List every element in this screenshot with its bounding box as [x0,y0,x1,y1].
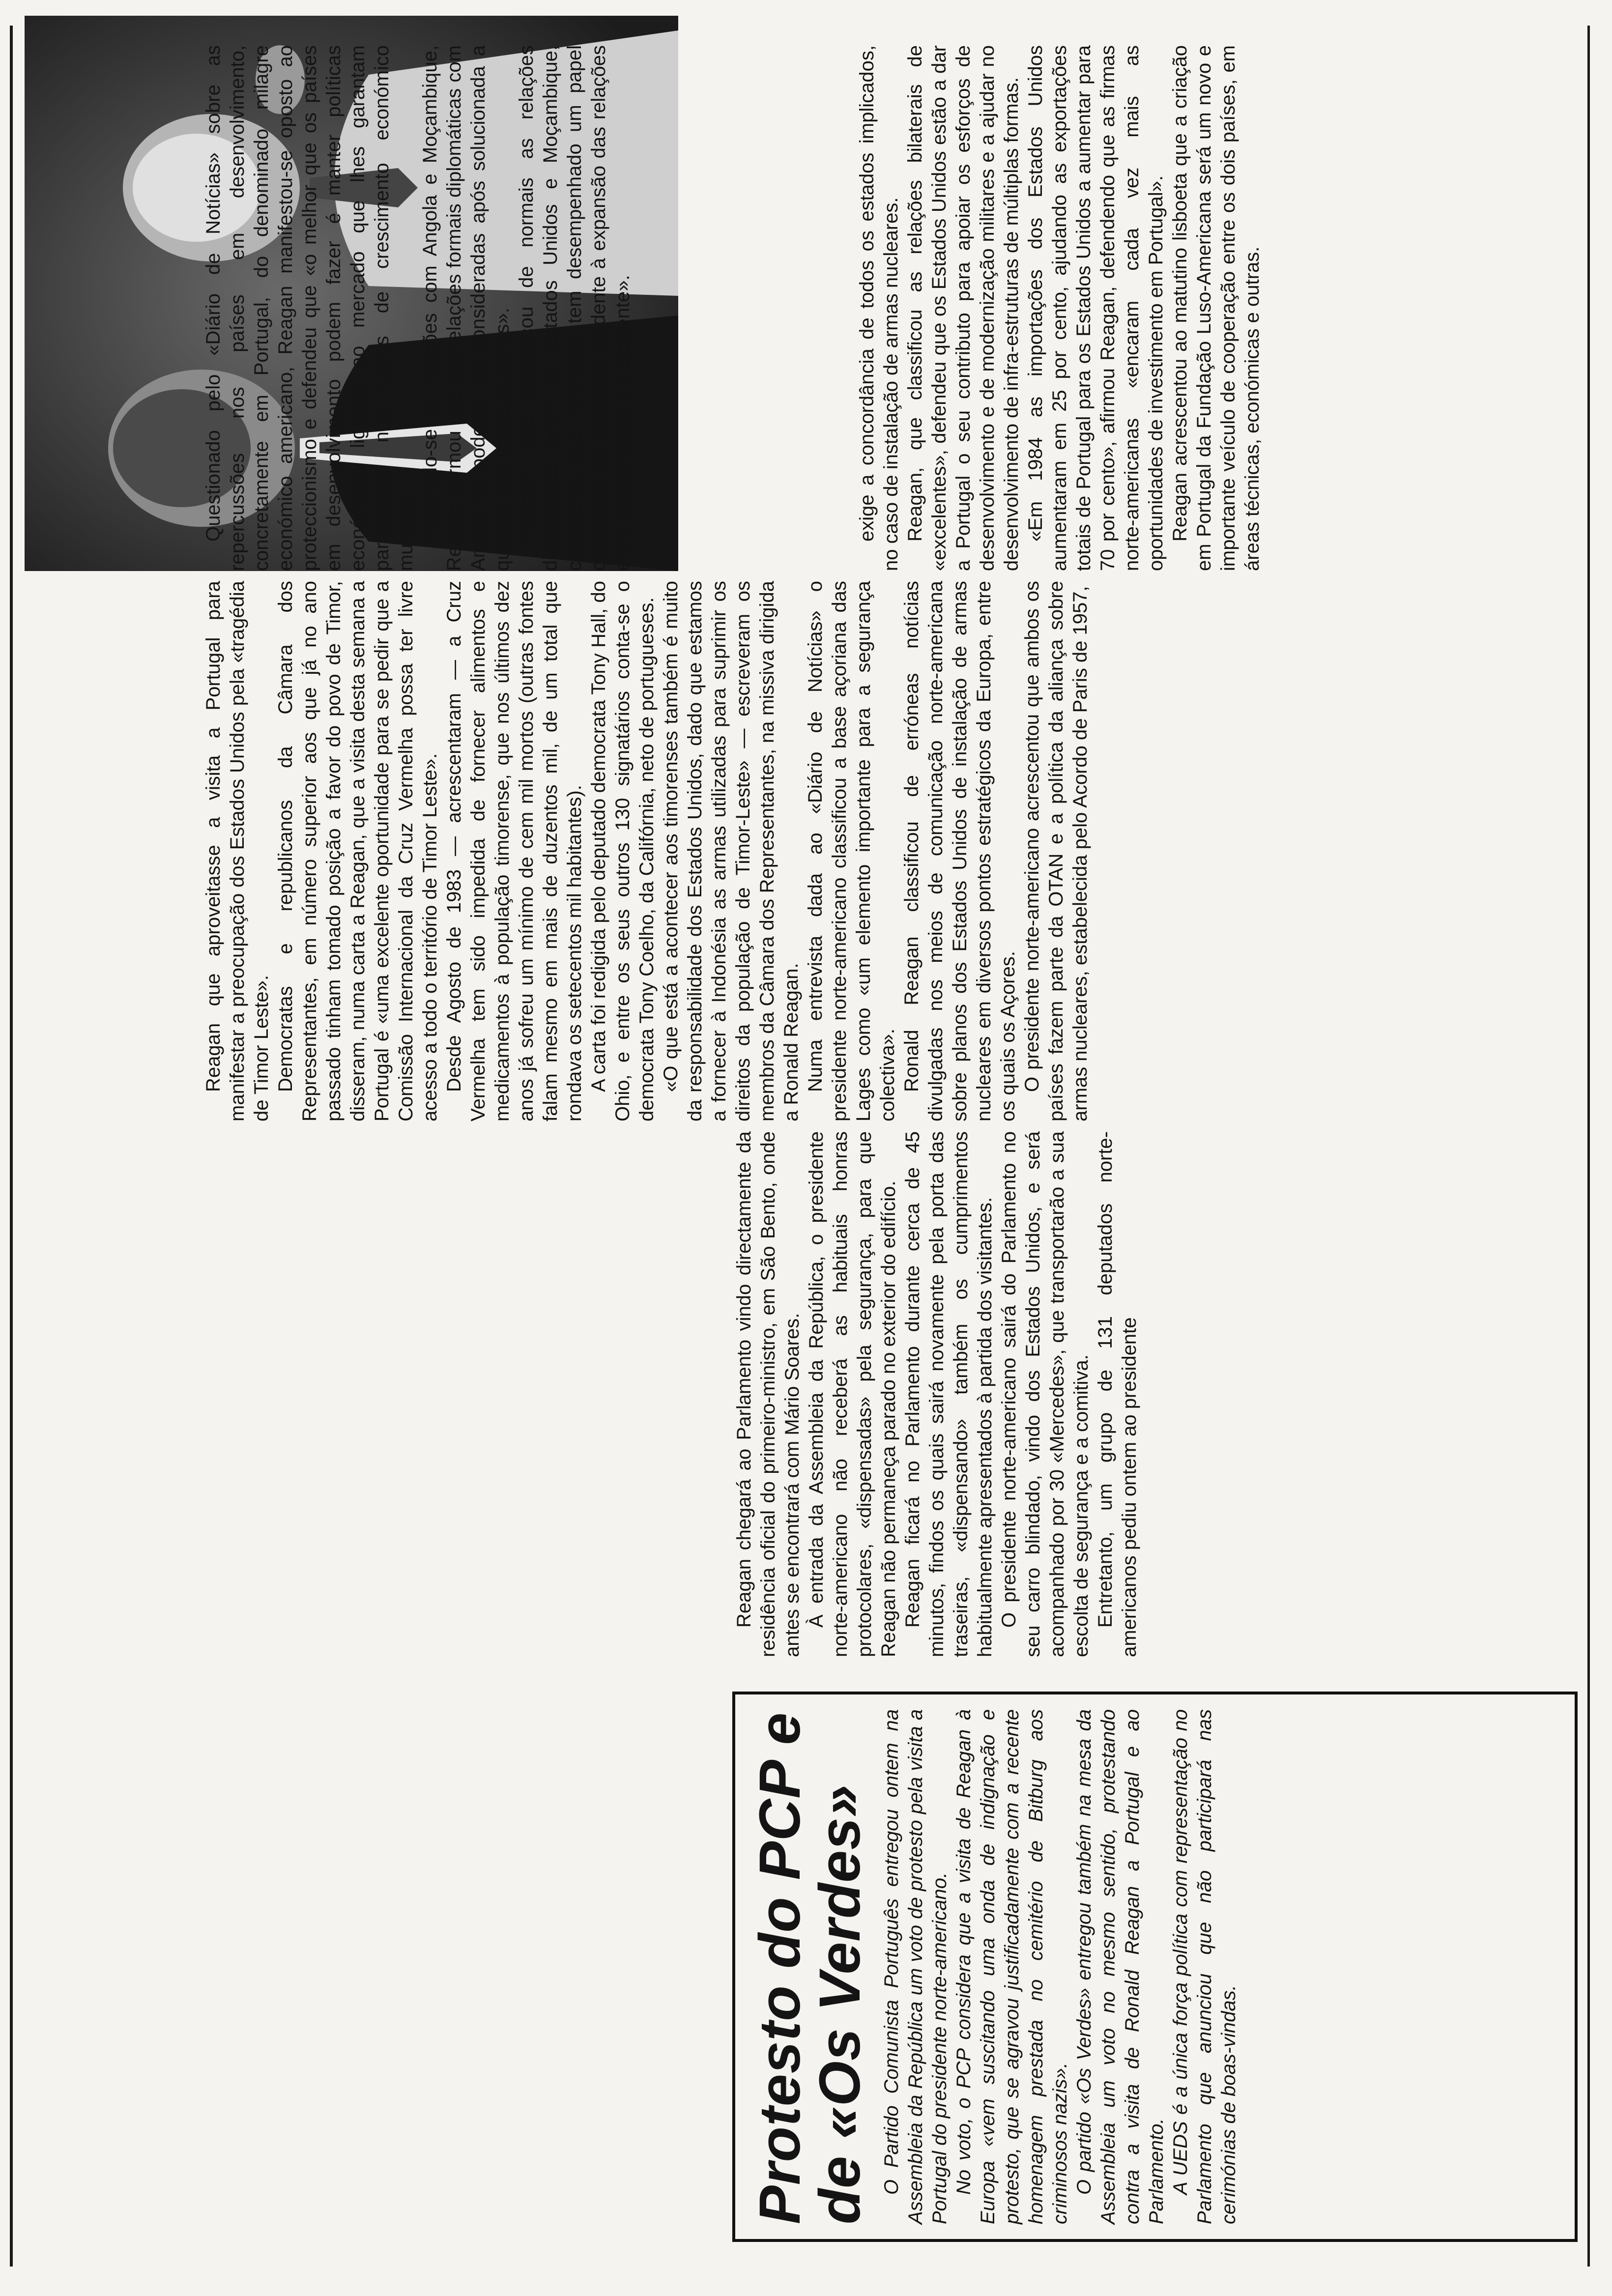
article-paragraph: «Em 1984 as importações dos Estados Unidos aumentaram em 25 por cento, ajudando as exportações totais de Portugal para os Estados Unidos a aumentar para 70 por cento», afirmou Reagan, defendendo que as firmas norte-americanas «encaram cada vez mais as oportunidades de investimento em Portugal». [1025,45,1167,571]
article-paragraph: Reagan que aproveitasse a visita a Portugal para manifestar a preocupação dos Estados Unidos pela «tragédia de Timor Leste». [202,581,272,1121]
sidebar-body [880,1709,1241,2224]
article-paragraph: O presidente norte-americano acrescentou que ambos os países fazem parte da OTAN e a política da aliança sobre armas nucleares, estabelecida pelo Acordo de Paris de 1957, [1021,581,1091,1121]
article-paragraph: Ronald Reagan classificou de erróneas notícias divulgadas nos meios de comunicação norte-americana sobre planos dos Estados Unidos de instalação de armas nucleares em diversos pontos estratégicos da Europa, entre os quais os Açores. [901,581,1019,1121]
article-paragraph: exige a concordância de todos os estados implicados, no caso de instalação de armas nucleares. [856,45,902,571]
article-paragraph: Questionado pelo «Diário de Notícias» sobre as repercussões nos países em desenvolvimento, concretamente em Portugal, do denominado milagre económico americano, Reagan manifestou-se oposto ao proteccionismo e defendeu que «o melhor que os países em desenvolvimento podem fazer é manter políticas económicas ligadas ao mercado que lhes garantam participação nos lucros de crescimento económico mundial». [202,45,417,571]
sidebar-paragraph: No voto, o PCP considera que a visita de Reagan à Europa «vem suscitando uma onda de indignação e protesto, que se agravou justificadamente com a recente homenagem prestada no cemitério de Bitburg aos criminosos nazis». [953,1709,1071,2224]
article-paragraph: Numa entrevista dada ao «Diário de Notícias» o presidente norte-americano classificou a base açoriana das Lages como «um elemento importante para a segurança colectiva». [805,581,898,1121]
article-paragraph: A carta foi redigida pelo deputado democrata Tony Hall, do Ohio, e entre os seus outros 130 signatários conta-se o democrata Tony Coelho, da Califórnia, neto de portugueses. [588,581,658,1121]
article-paragraph: «O que está a acontecer aos timorenses também é muito da responsabilidade dos Estados Unidos, dado que estamos a fornecer à Indonésia as armas utilizadas para suprimir os direitos da população de Timor-Leste» — escreveram os membros da Câmara dos Representantes, na missiva dirigida a Ronald Reagan. [660,581,802,1121]
article-paragraph: Reagan ficará no Parlamento durante cerca de 45 minutos, findos os quais sairá novamente pela porta das traseiras, «dispensando» também os cumprimentos habitualmente apresentados à partida dos visitantes. [902,1131,996,1657]
column-rule-bottom [1587,26,1590,2267]
article-paragraph: Entretanto, um grupo de 131 deputados norte-americanos pediu ontem ao presidente [1094,1131,1140,1657]
article-paragraph: Reagan, que classificou de normais as relações diplomáticas entre os Estados Unidos e Moçambique, considerou que «Portugal tem desempenhado um papel construtivo no processo tendente à expansão das relações entre Moçambique e o Ocidente». [516,45,633,571]
column-rule [10,26,13,2267]
sidebar-box [732,1692,1578,2242]
sidebar-title: Protesto do PCP e de «Os Verdes» [748,1712,872,2224]
article-column-2 [202,581,1469,1121]
sidebar-paragraph: A UEDS é a única força política com representação no Parlamento que anunciou que não participará nas cerimónias de boas-vindas. [1170,1709,1239,2224]
sidebar-paragraph: O partido «Os Verdes» entregou também na mesa da Assembleia um voto no mesmo sentido, protestando contra a visita de Ronald Reagan a Portugal e ao Parlamento. [1073,1709,1167,2224]
article-paragraph: O presidente norte-americano sairá do Parlamento no seu carro blindado, vindo dos Estados Unidos, e será acompanhado por 30 «Mercedes», que transportarão a sua escolta de segurança e a comitiva. [998,1131,1092,1657]
article-column-3 [855,45,1469,571]
article-paragraph: Reagan chegará ao Parlamento vindo directamente da residência oficial do primeiro-ministro, em São Bento, onde antes se encontrará com Mário Soares. [733,1131,803,1657]
article-paragraph: Referindo-se às relações com Angola e Moçambique, Reagan afirmou que «as relações formais diplomáticas com Angola só poderão ser consideradas após solucionada a questão das tropas cubanas». [419,45,513,571]
article-paragraph: Reagan, que classificou as relações bilaterais de «excelentes», defendeu que os Estados Unidos estão a dar a Portugal o seu contributo para apoiar os esforços de desenvolvimento e de modernização militares e a ajudar no desenvolvimento de infra-estruturas de múltiplas formas. [904,45,1022,571]
sidebar-paragraph: O Partido Comunista Português entregou ontem na Assembleia da República um voto de protesto pela visita a Portugal do presidente norte-americano. [881,1709,950,2224]
article-paragraph: À entrada da Assembleia da República, o presidente norte-americano não receberá as habituais honras protocolares, «dispensadas» pela segurança, para que Reagan não permaneça parado no exterior do edifício. [806,1131,899,1657]
article-column-4 [202,45,850,571]
article-paragraph: Desde Agosto de 1983 — acrescentaram — a Cruz Vermelha tem sido impedida de fornecer alimentos e medicamentos à população timorense, que nos últimos dez anos já sofreu um mínimo de cem mil mortos (outras fontes falam mesmo em mais de duzentos mil, de um total que rondava os setecentos mil habitantes). [443,581,585,1121]
article-paragraph: Democratas e republicanos da Câmara dos Representantes, em número superior aos que já no ano passado tinham tomado posição a favor do povo de Timor, disseram, numa carta a Reagan, que a visita desta semana a Portugal é «uma excelente oportunidade para se pedir que a Comissão Internacional da Cruz Vermelha possa ter livre acesso a todo o território de Timor Leste». [275,581,441,1121]
article-column-1 [732,1131,1469,1657]
article-paragraph: Reagan acrescentou ao matutino lisboeta que a criação em Portugal da Fundação Luso-Americana será um novo e importante veículo de cooperação entre os dois países, em áreas técnicas, económicas e outras. [1169,45,1263,571]
